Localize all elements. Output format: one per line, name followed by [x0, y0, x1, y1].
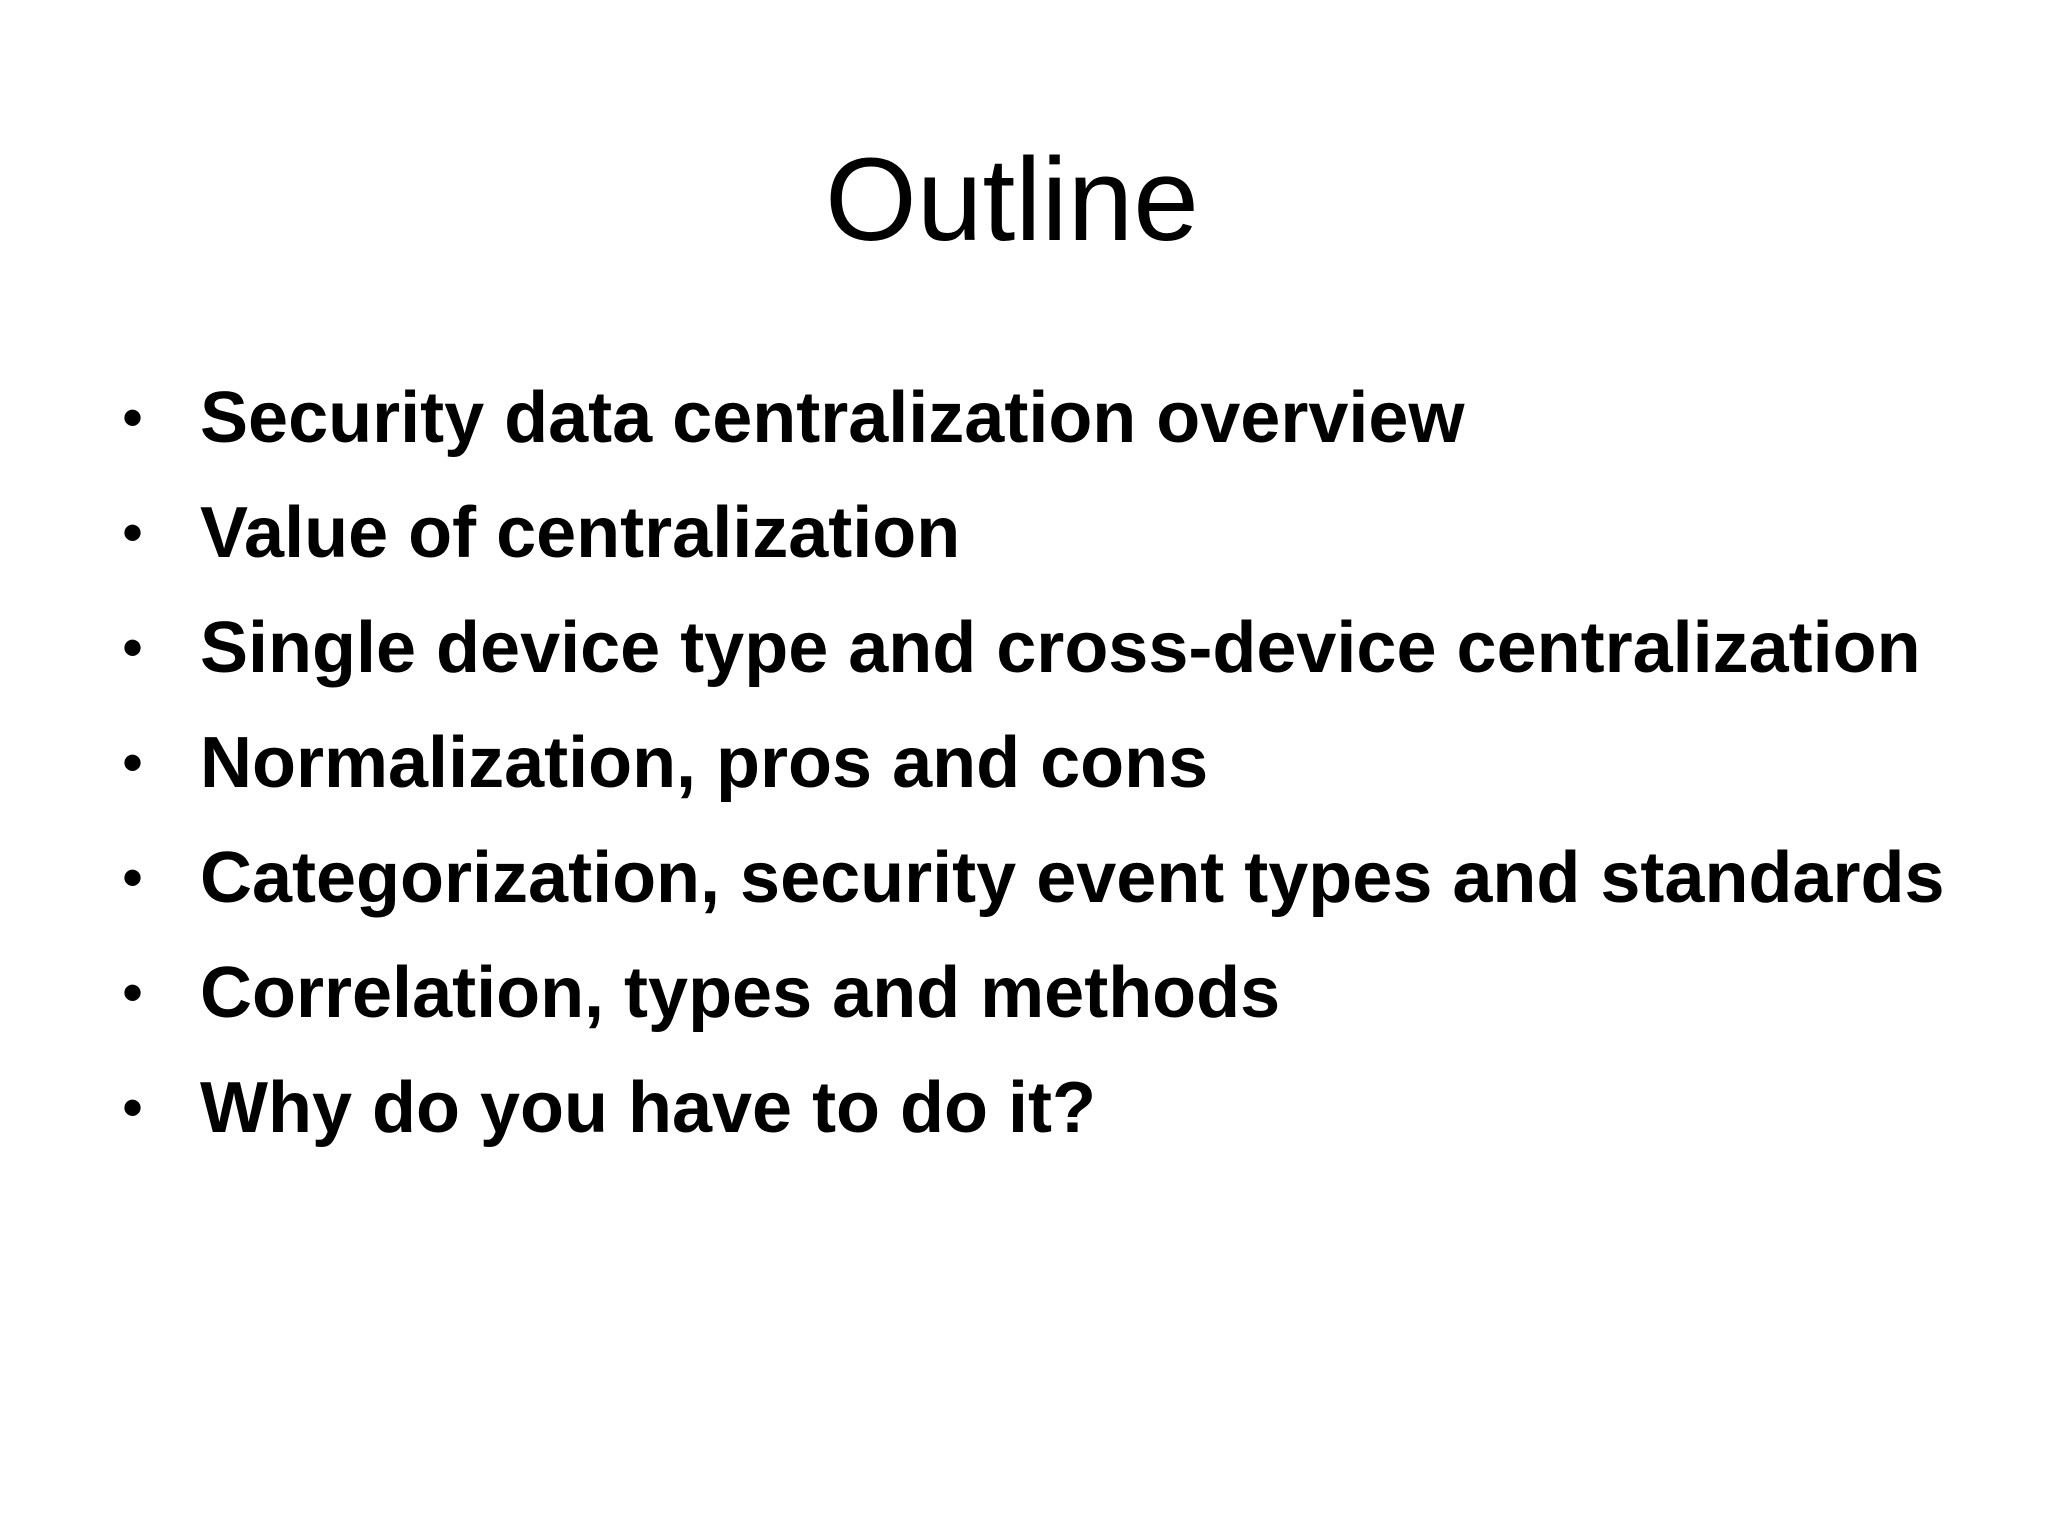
slide-title-text: Outline	[825, 134, 1199, 266]
bullet-item	[122, 376, 1962, 460]
bullet-icon: •	[122, 614, 144, 681]
bullet-item	[122, 1066, 1962, 1150]
bullet-text: Value of centralization	[200, 493, 961, 573]
bullet-list	[122, 376, 1962, 1181]
bullet-text: Correlation, types and methods	[200, 953, 1281, 1033]
bullet-item	[122, 951, 1962, 1035]
bullet-icon: •	[122, 729, 144, 796]
bullet-item	[122, 606, 1962, 690]
bullet-text: Categorization, security event types and standards	[200, 838, 1945, 918]
bullet-icon: •	[122, 1074, 144, 1141]
bullet-icon: •	[122, 844, 144, 911]
bullet-icon: •	[122, 959, 144, 1026]
bullet-item	[122, 491, 1962, 575]
bullet-item	[122, 721, 1962, 805]
bullet-item	[122, 836, 1962, 920]
bullet-icon: •	[122, 499, 144, 566]
bullet-text: Security data centralization overview	[200, 378, 1465, 458]
bullet-text: Single device type and cross-device centralization	[200, 608, 1921, 688]
bullet-text: Why do you have to do it?	[200, 1068, 1096, 1148]
slide-title	[0, 130, 2048, 270]
bullet-text: Normalization, pros and cons	[200, 723, 1209, 803]
bullet-icon: •	[122, 384, 144, 451]
